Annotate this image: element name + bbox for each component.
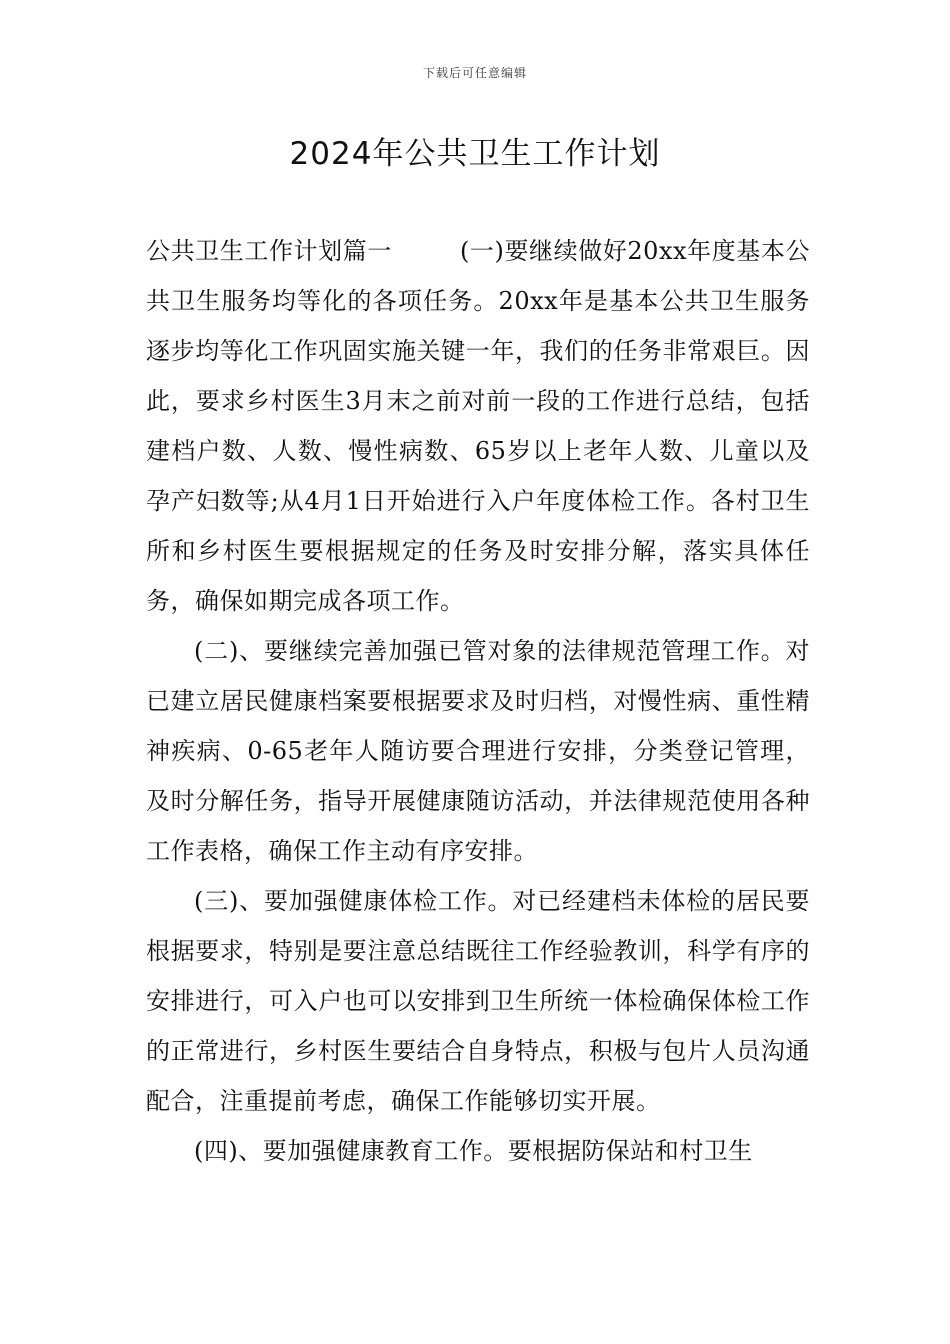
paragraph-1-text: (一)要继续做好20xx年度基本公共卫生服务均等化的各项任务。20xx年是基本公共卫生服务逐步均等化工作巩固实施关键一年，我们的任务非常艰巨。因此，要求乡村医生3月末之前对前一段的工作进行总结，包括建档户数、人数、慢性病数、65岁以上老年人数、儿童以及孕产妇数等;从4月1日开始进行入户年度体检工作。各村卫生所和乡村医生要根据规定的任务及时安排分解，落实具体任务，确保如期完成各项工作。 [146, 237, 810, 615]
paragraph-4: (四)、要加强健康教育工作。要根据防保站和村卫生 [194, 1137, 753, 1165]
paragraph-1 [146, 226, 810, 626]
paragraph-2: (二)、要继续完善加强已管对象的法律规范管理工作。对已建立居民健康档案要根据要求及时归档，对慢性病、重性精神疾病、0-65老年人随访要合理进行安排，分类登记管理，及时分解任务，指导开展健康随访活动，并法律规范使用各种工作表格，确保工作主动有序安排。 [146, 637, 810, 865]
paragraph-3: (三)、要加强健康体检工作。对已经建档未体检的居民要根据要求，特别是要注意总结既往工作经验教训，科学有序的安排进行，可入户也可以安排到卫生所统一体检确保体检工作的正常进行，乡村医生要结合自身特点，积极与包片人员沟通配合，注重提前考虑，确保工作能够切实开展。 [146, 887, 810, 1115]
document-body [146, 226, 810, 1176]
page-header-note: 下载后可任意编辑 [422, 66, 527, 80]
section-lead-title: 公共卫生工作计划篇一 [146, 237, 392, 265]
document-title: 2024年公共卫生工作计划 [289, 136, 661, 172]
